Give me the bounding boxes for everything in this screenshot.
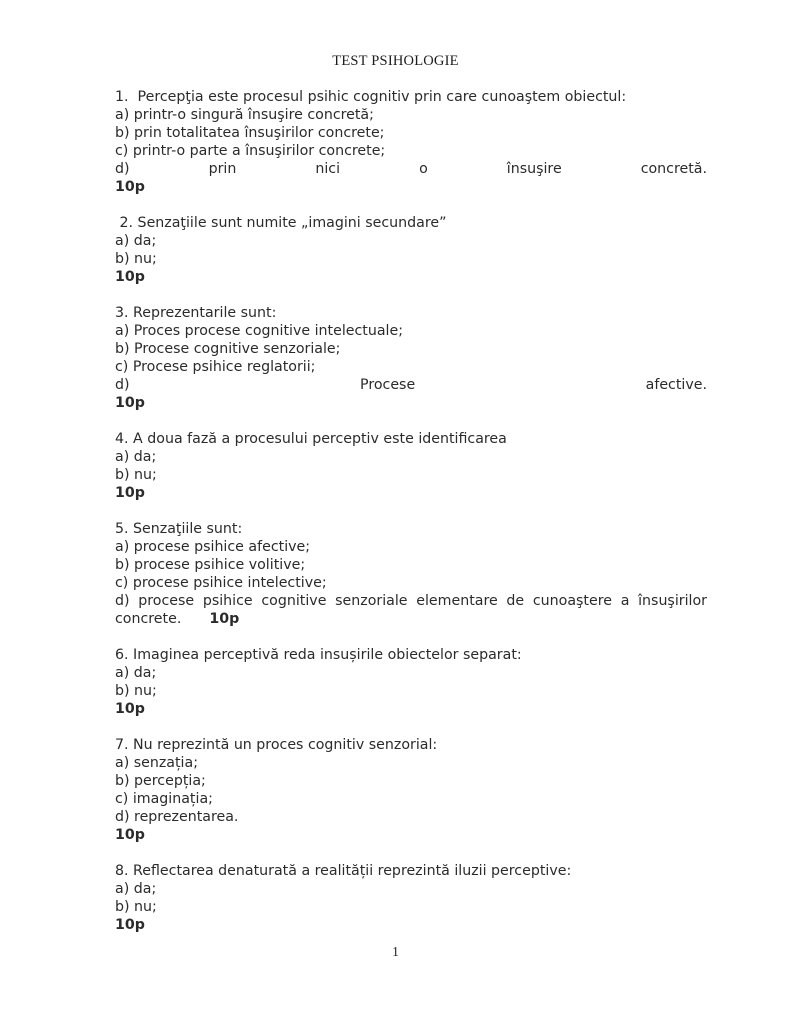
question-prompt: 4. A doua fază a procesului perceptiv este identificarea: [115, 431, 507, 447]
question-option: b) nu;: [115, 467, 157, 483]
points-badge: 10p: [115, 827, 145, 843]
question-option: a) da;: [115, 665, 157, 681]
page-number: 1: [392, 944, 399, 959]
question-option: b) percepția;: [115, 773, 206, 789]
question-option: [115, 592, 712, 628]
question-prompt: 8. Reflectarea denaturată a realității reprezintă iluzii perceptive:: [115, 863, 572, 879]
points-badge: 10p: [115, 701, 145, 717]
question-option: d) reprezentarea.: [115, 809, 239, 825]
question-option: b) Procese cognitive senzoriale;: [115, 341, 341, 357]
question-prompt: 7. Nu reprezintă un proces cognitiv senzorial:: [115, 737, 438, 753]
question-option: d) prin nici o însuşire concretă.: [115, 161, 707, 177]
question-prompt: 5. Senzaţiile sunt:: [115, 521, 243, 537]
question-prompt: 1. Percepţia este procesul psihic cognitiv prin care cunoaştem obiectul:: [115, 89, 627, 105]
question-option: a) senzația;: [115, 755, 198, 771]
question-option: a) da;: [115, 881, 157, 897]
points-badge: 10p: [209, 611, 240, 627]
question-prompt: 2. Senzaţiile sunt numite „imagini secundare”: [115, 215, 447, 231]
question-list: [115, 88, 712, 952]
points-badge: 10p: [115, 485, 145, 501]
points-badge: 10p: [115, 917, 145, 933]
question-block: [115, 862, 707, 934]
question-option: a) da;: [115, 233, 157, 249]
question-prompt: 3. Reprezentarile sunt:: [115, 305, 277, 321]
question-option: b) nu;: [115, 899, 157, 915]
question-option: b) procese psihice volitive;: [115, 557, 306, 573]
question-block: [115, 430, 707, 502]
question-option: b) nu;: [115, 683, 157, 699]
question-block: [115, 520, 712, 628]
question-option: c) procese psihice intelective;: [115, 575, 327, 591]
question-block: [115, 736, 707, 844]
question-option: b) nu;: [115, 251, 157, 267]
question-block: [115, 304, 707, 412]
question-option: a) da;: [115, 449, 157, 465]
points-badge: 10p: [115, 179, 145, 195]
question-block: [115, 88, 707, 196]
question-option-text: d) procese psihice cognitive senzoriale elementare de cunoaştere a însuşirilor concrete.: [115, 593, 712, 627]
question-option: c) printr-o parte a însuşirilor concrete;: [115, 143, 386, 159]
points-badge: 10p: [115, 395, 145, 411]
page-title: TEST PSIHOLOGIE: [332, 53, 459, 69]
question-option: a) printr-o singură însuşire concretă;: [115, 107, 374, 123]
points-badge: 10p: [115, 269, 145, 285]
question-block: [115, 214, 707, 286]
question-option: b) prin totalitatea însuşirilor concrete;: [115, 125, 385, 141]
question-block: [115, 646, 707, 718]
question-option: a) Proces procese cognitive intelectuale;: [115, 323, 403, 339]
question-prompt: 6. Imaginea perceptivă reda insușirile obiectelor separat:: [115, 647, 522, 663]
question-option: c) Procese psihice reglatorii;: [115, 359, 316, 375]
question-option: c) imaginația;: [115, 791, 213, 807]
question-option: d) Procese afective.: [115, 377, 707, 393]
question-option: a) procese psihice afective;: [115, 539, 311, 555]
